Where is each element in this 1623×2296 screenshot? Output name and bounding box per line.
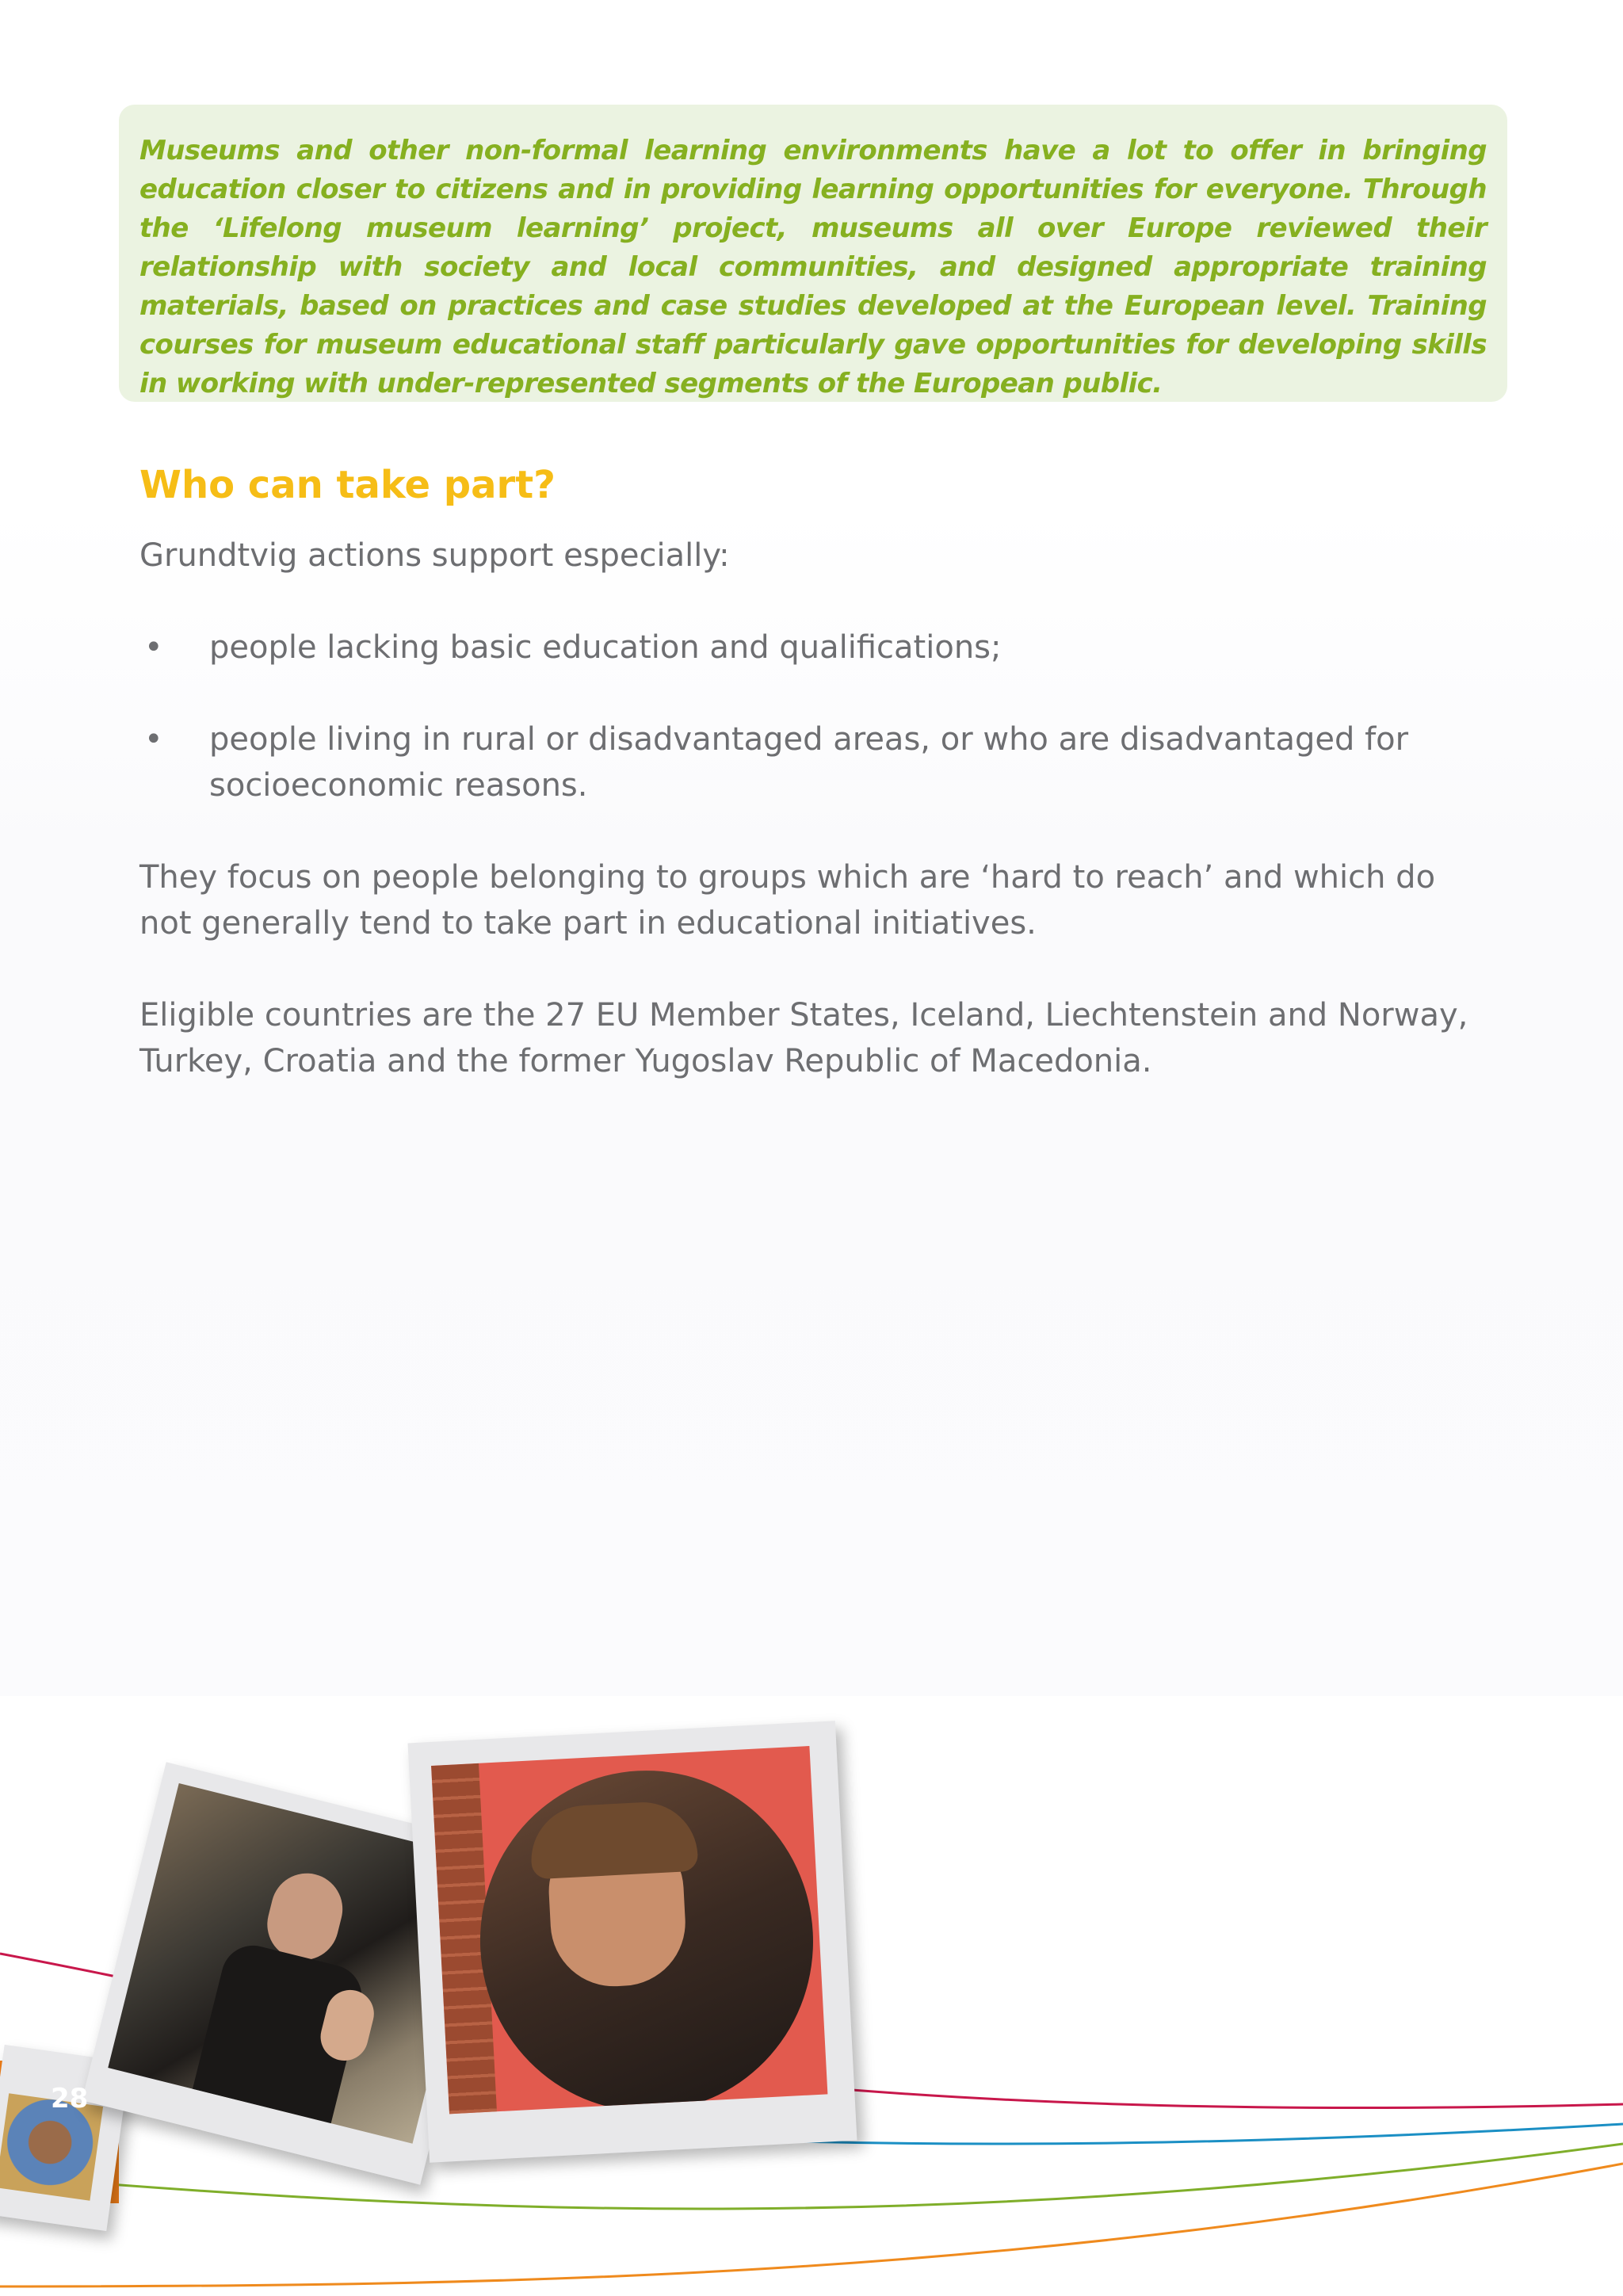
section-intro: Grundtvig actions support especially: bbox=[139, 537, 730, 574]
paragraph-hard-to-reach: They focus on people belonging to groups which are ‘hard to reach’ and which do not generally tend to take part in educational initiatives. bbox=[139, 859, 1436, 942]
bullet-icon: • bbox=[144, 721, 163, 758]
bullet-text: people living in rural or disadvantaged areas, or who are disadvantaged for socioeconomic reasons. bbox=[209, 721, 1409, 804]
intro-highlight-text: Museums and other non-formal learning environments have a lot to offer in bringing education closer to citizens and in providing learning opportunities for everyone. Through the ‘Lifelong museum learning’ project, museums all over Europe reviewed their relationship with society and local communities, and designed appropriate training materials, based on practices and case studies developed at the European level. Training courses for museum educational staff particularly gave opportunities for developing skills in working with under-represented segments of the European public. bbox=[139, 135, 1487, 399]
paragraph-eligible-countries: Eligible countries are the 27 EU Member States, Iceland, Liechtenstein and Norway, Turkey, Croatia and the former Yugoslav Republic of Macedonia. bbox=[139, 997, 1468, 1079]
bullet-icon: • bbox=[144, 629, 163, 666]
section-title: Who can take part? bbox=[139, 463, 556, 507]
photo-man-portrait-image bbox=[431, 1746, 827, 2114]
bullet-text: people lacking basic education and qualifications; bbox=[209, 629, 1002, 666]
page-number: 28 bbox=[51, 2083, 89, 2115]
photo-man-portrait bbox=[408, 1721, 857, 2163]
